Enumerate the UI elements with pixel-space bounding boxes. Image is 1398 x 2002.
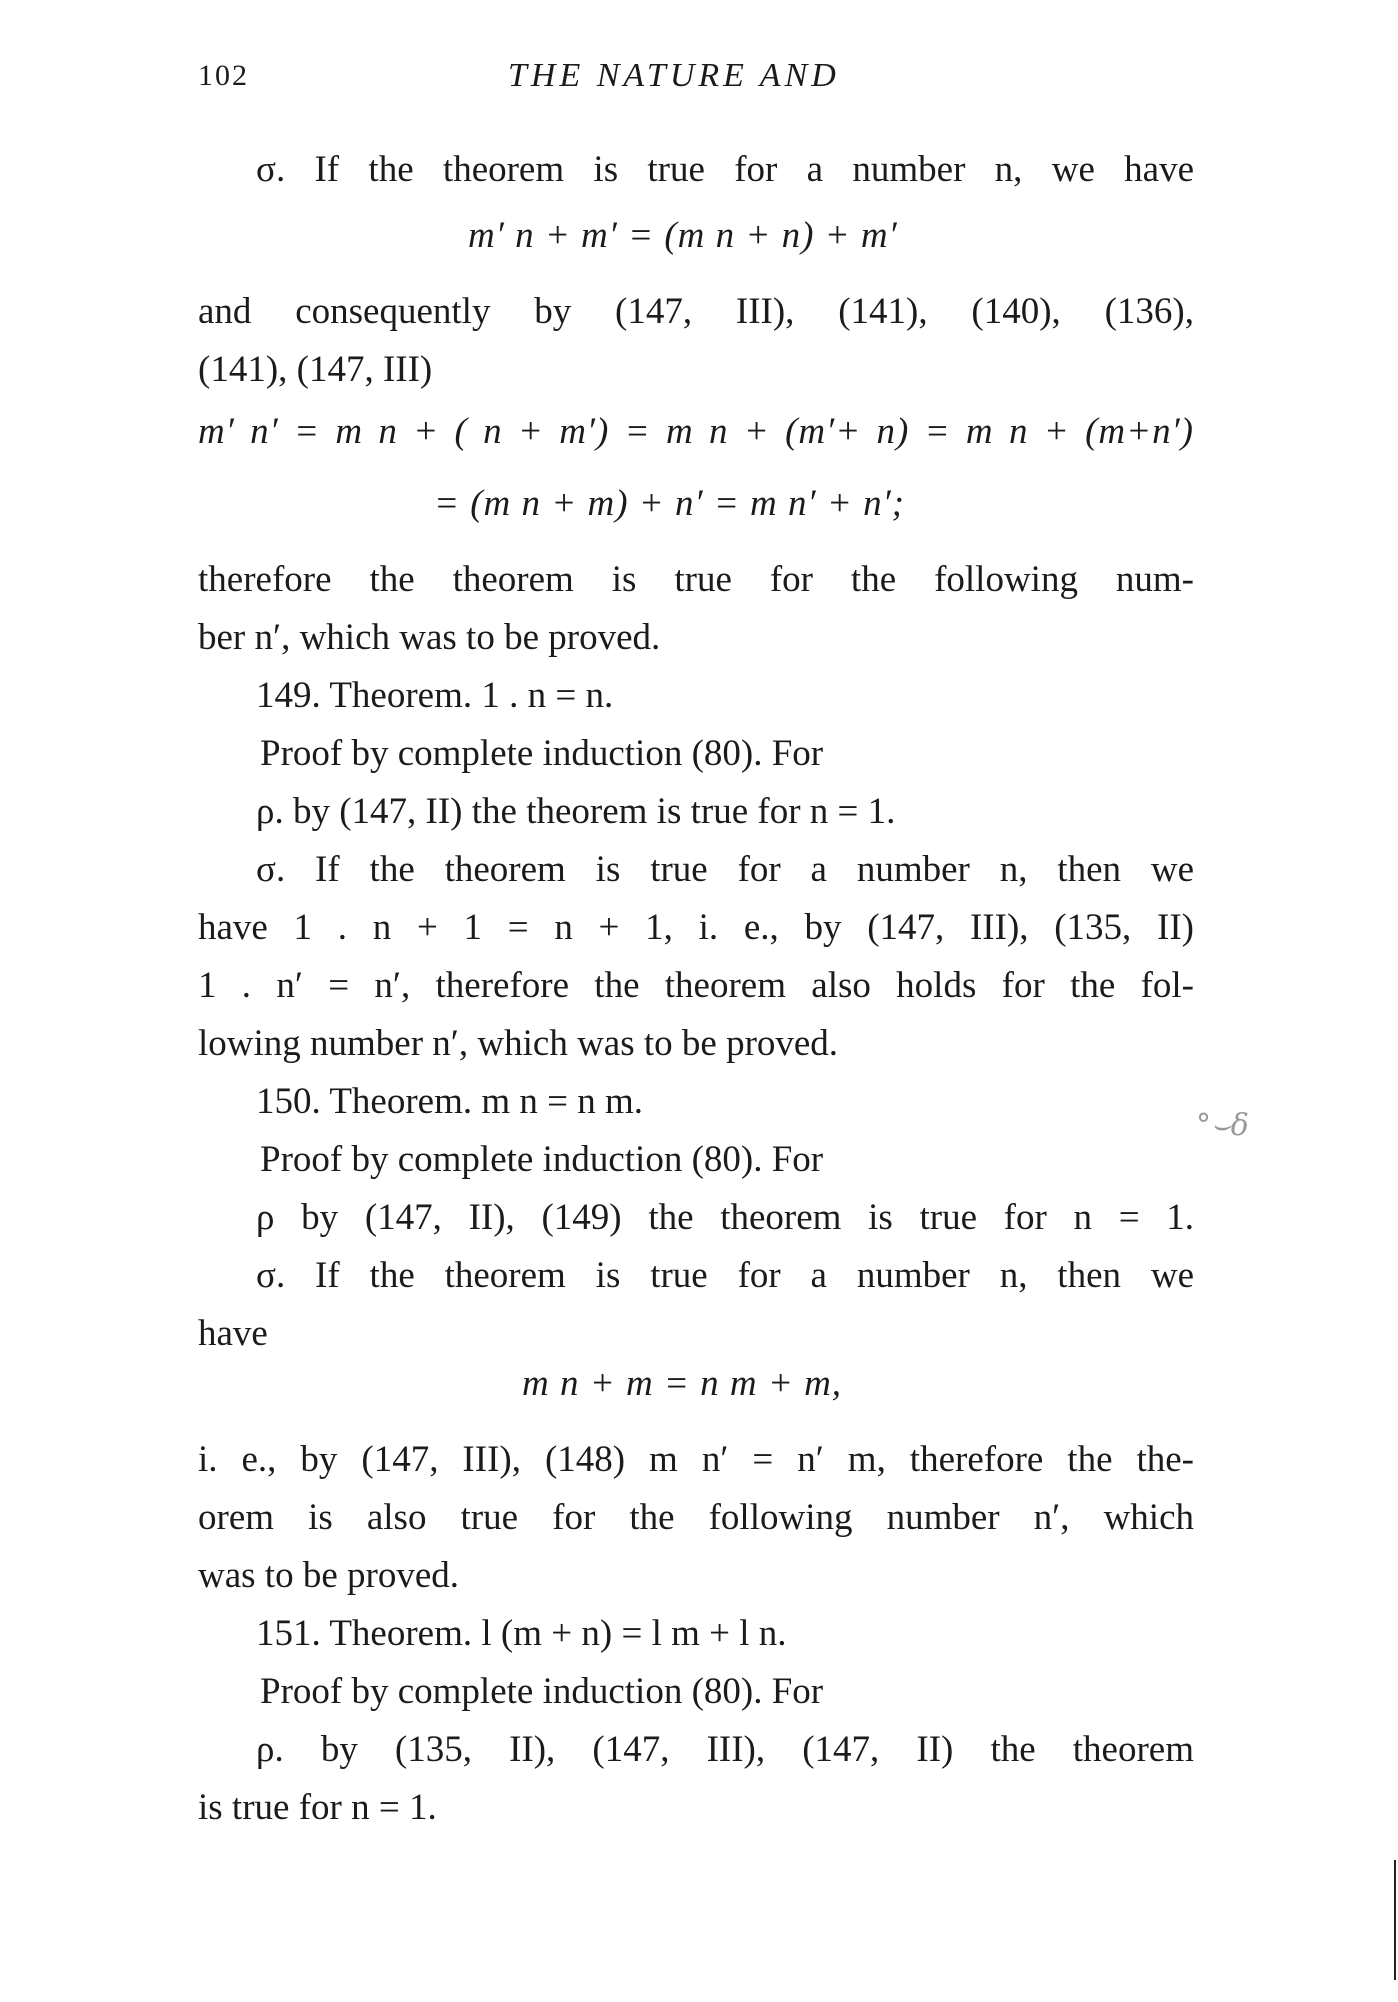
text-line: is true for n = 1.	[198, 1787, 437, 1828]
theorem-heading: 149. Theorem. 1 . n = n.	[256, 675, 614, 716]
text-line: lowing number n′, which was to be proved.	[198, 1023, 839, 1064]
equation: m n + m = n m + m,	[522, 1363, 843, 1404]
theorem-heading: 151. Theorem. l (m + n) = l m + l n.	[256, 1613, 787, 1654]
equation: m′ n + m′ = (m n + n) + m′	[468, 215, 898, 256]
text-line: σ. If the theorem is true for a number n, then we	[256, 1255, 1194, 1296]
equation: = (m n + m) + n′ = m n′ + n′;	[434, 483, 905, 524]
theorem-heading: 150. Theorem. m n = n m.	[256, 1081, 644, 1122]
text-line: Proof by complete induction (80). For	[260, 733, 824, 774]
running-title: THE NATURE AND	[508, 57, 840, 94]
margin-mark: °⌣δ	[1196, 1108, 1249, 1143]
text-line: ρ. by (135, II), (147, III), (147, II) the theorem	[256, 1729, 1194, 1770]
text-line: Proof by complete induction (80). For	[260, 1671, 824, 1712]
text-line: and consequently by (147, III), (141), (140), (136),	[198, 291, 1194, 332]
text-line: Proof by complete induction (80). For	[260, 1139, 824, 1180]
text-line: have	[198, 1313, 268, 1354]
text-line: σ. If the theorem is true for a number n, we have	[256, 149, 1194, 190]
text-line: therefore the theorem is true for the following num-	[198, 559, 1194, 600]
text-line: ber n′, which was to be proved.	[198, 617, 661, 658]
text-line: orem is also true for the following number n′, which	[198, 1497, 1194, 1538]
page-number: 102	[198, 59, 249, 92]
equation: m′ n′ = m n + ( n + m′) = m n + (m′+ n) = m n + (m+n′)	[198, 411, 1194, 452]
text-line: (141), (147, III)	[198, 349, 433, 390]
text-line: σ. If the theorem is true for a number n, then we	[256, 849, 1194, 890]
text-line: i. e., by (147, III), (148) m n′ = n′ m, therefore the the-	[198, 1439, 1194, 1480]
text-line: have 1 . n + 1 = n + 1, i. e., by (147, III), (135, II)	[198, 907, 1194, 948]
text-line: ρ. by (147, II) the theorem is true for n = 1.	[256, 791, 896, 832]
scan-edge-rule	[1394, 1860, 1396, 1980]
text-line: 1 . n′ = n′, therefore the theorem also holds for the fol-	[198, 965, 1194, 1006]
text-line: was to be proved.	[198, 1555, 459, 1596]
text-line: ρ by (147, II), (149) the theorem is true for n = 1.	[256, 1197, 1194, 1238]
